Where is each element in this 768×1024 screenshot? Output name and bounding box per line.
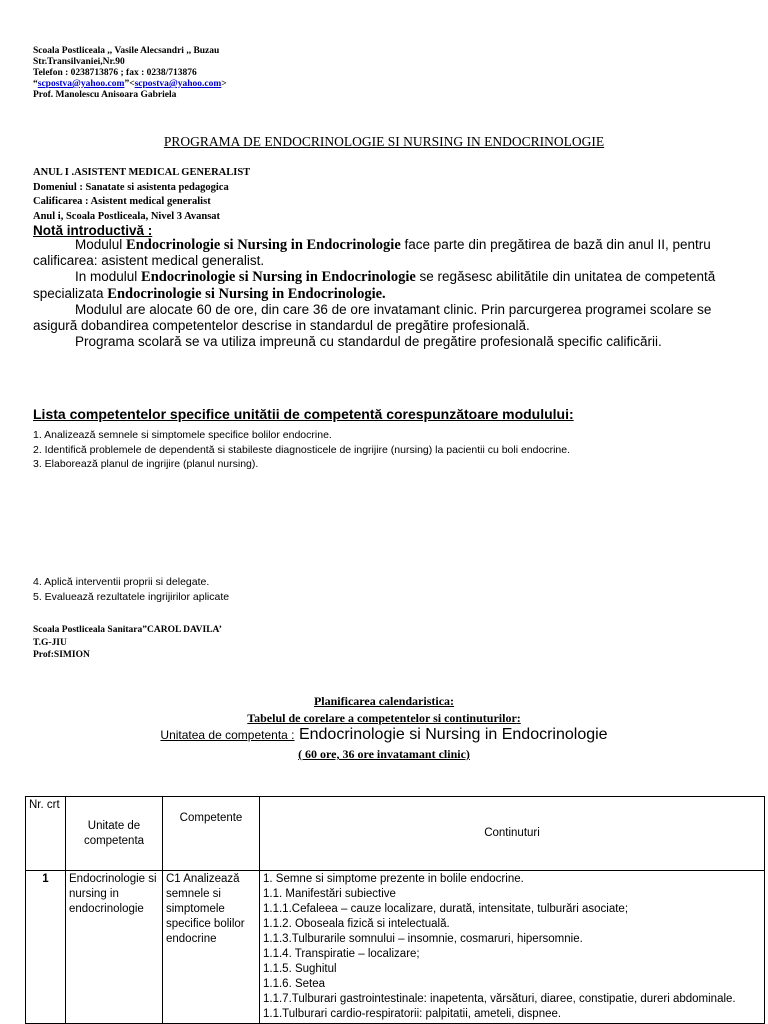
year-line: ANUL I .ASISTENT MEDICAL GENERALIST: [33, 167, 251, 178]
content-item: 1.1.Tulburari cardio-respiratorii: palpitatii, ameteli, dispnee.: [263, 1008, 562, 1020]
program-meta: [33, 166, 250, 224]
list-item: 5. Evaluează rezultatele ingrijirilor aplicate: [33, 590, 230, 603]
content-item: 1.1. Manifestări subiective: [263, 888, 396, 900]
content-item: 1.1.4. Transpiratie – localizare;: [263, 948, 420, 960]
teacher-name: Prof:SIMION: [33, 650, 90, 660]
school-name: Scoala Postliceala Sanitara”CAROL DAVILA’: [33, 625, 222, 635]
content-item: 1. Semne si simptome prezente in bolile endocrine.: [263, 873, 524, 885]
list-item: 4. Aplică interventii proprii si delegate.: [33, 576, 210, 588]
content-item: 1.1.6. Setea: [263, 978, 326, 990]
unit-of-competence: Unitatea de competenta : Endocrinologie si Nursing in Endocrinologie: [160, 726, 608, 743]
school-email: “scpostva@yahoo.com”<scpostva@yahoo.com>: [33, 79, 227, 89]
school-city: T.G-JIU: [33, 637, 67, 648]
row-unit: Endocrinologie si nursing in endocrinologie: [66, 871, 163, 1024]
header-competences: Competente: [163, 797, 260, 871]
competences-list: [33, 428, 570, 472]
row-competence: C1 Analizează semnele si simptomele specifice bolilor endocrine: [163, 871, 260, 1024]
hours-allocation: ( 60 ore, 36 ore invatamant clinic): [298, 747, 470, 761]
header-contents: Continuturi: [260, 797, 765, 871]
content-item: 1.1.7.Tulburari gastrointestinale: inapetenta, vărsături, diaree, constipatie, dureri abdominale.: [263, 993, 736, 1005]
domain-line: Domeniul : Sanatate si asistenta pedagogica: [33, 181, 229, 193]
content-item: 1.1.2. Oboseala fizică si intelectuală.: [263, 918, 450, 930]
email-link-2[interactable]: scpostva@yahoo.com: [134, 79, 222, 89]
intro-text: [33, 237, 723, 350]
intro-paragraph: In modulul Endocrinologie si Nursing in Endocrinologie se regăsesc abilitătile din unitatea de competentă specializata Endocrinologie si Nursing in Endocrinologie.: [33, 269, 716, 302]
competences-heading: Lista competentelor specifice unitătii de competentă corespunzătoare modulului:: [33, 406, 574, 422]
intro-paragraph: Programa scolară se va utiliza impreună cu standardul de pregătire profesională specific calificării.: [75, 334, 662, 350]
content-item: 1.1.3.Tulburarile somnului – insomnie, cosmaruri, hipersomnie.: [263, 933, 583, 945]
table-header-row: [26, 797, 765, 871]
content-item: 1.1.5. Sughitul: [263, 963, 337, 975]
correlation-table-title: Tabelul de corelare a competentelor si continuturilor:: [247, 711, 521, 725]
table-row: [26, 871, 765, 1024]
header-nr: Nr. crt: [26, 797, 66, 871]
school-name: Scoala Postliceala ,, Vasile Alecsandri ,, Buzau: [33, 46, 220, 56]
school-header: [33, 46, 227, 101]
row-number: 1: [26, 871, 66, 1024]
list-item: 3. Elaborează planul de ingrijire (planul nursing).: [33, 458, 259, 470]
correlation-table: [25, 796, 765, 1024]
email-link[interactable]: scpostva@yahoo.com: [37, 79, 125, 89]
intro-paragraph: Modulul Endocrinologie si Nursing in Endocrinologie face parte din pregătirea de bază din anul II, pentru calificarea: asistent medical generalist.: [33, 237, 711, 269]
content-item: 1.1.1.Cefaleea – cauze localizare, durată, intensitate, tulburări asociate;: [263, 903, 629, 915]
list-item: 2. Identifică problemele de dependentă si stabileste diagnosticele de ingrijire (nursing) la pacientii cu boli endocrine.: [33, 443, 570, 456]
intro-heading: Notă introductivă :: [33, 223, 153, 238]
second-school-header: [33, 624, 222, 662]
page-title: PROGRAMA DE ENDOCRINOLOGIE SI NURSING IN ENDOCRINOLOGIE: [163, 134, 605, 149]
competences-list-continued: [33, 575, 229, 604]
list-item: 1. Analizează semnele si simptomele specifice bolilor endocrine.: [33, 429, 332, 441]
level-line: Anul i, Scoala Postliceala, Nivel 3 Avansat: [33, 210, 221, 222]
teacher-name: Prof. Manolescu Anisoara Gabriela: [33, 90, 177, 100]
intro-paragraph: Modulul are alocate 60 de ore, din care 36 de ore invatamant clinic. Prin parcurgerea programei scolare se asigură dobandirea competentelor descrise in standardul de pregătire profesională.: [33, 301, 712, 334]
row-contents: [260, 871, 765, 1024]
qualification-line: Calificarea : Asistent medical generalist: [33, 196, 211, 207]
planning-title: Planificarea calendaristica:: [313, 694, 455, 708]
school-phone: Telefon : 0238713876 ; fax : 0238/713876: [33, 68, 197, 78]
header-unit: Unitate de competenta: [66, 797, 163, 871]
school-address: Str.Transilvaniei,Nr.90: [33, 57, 125, 67]
